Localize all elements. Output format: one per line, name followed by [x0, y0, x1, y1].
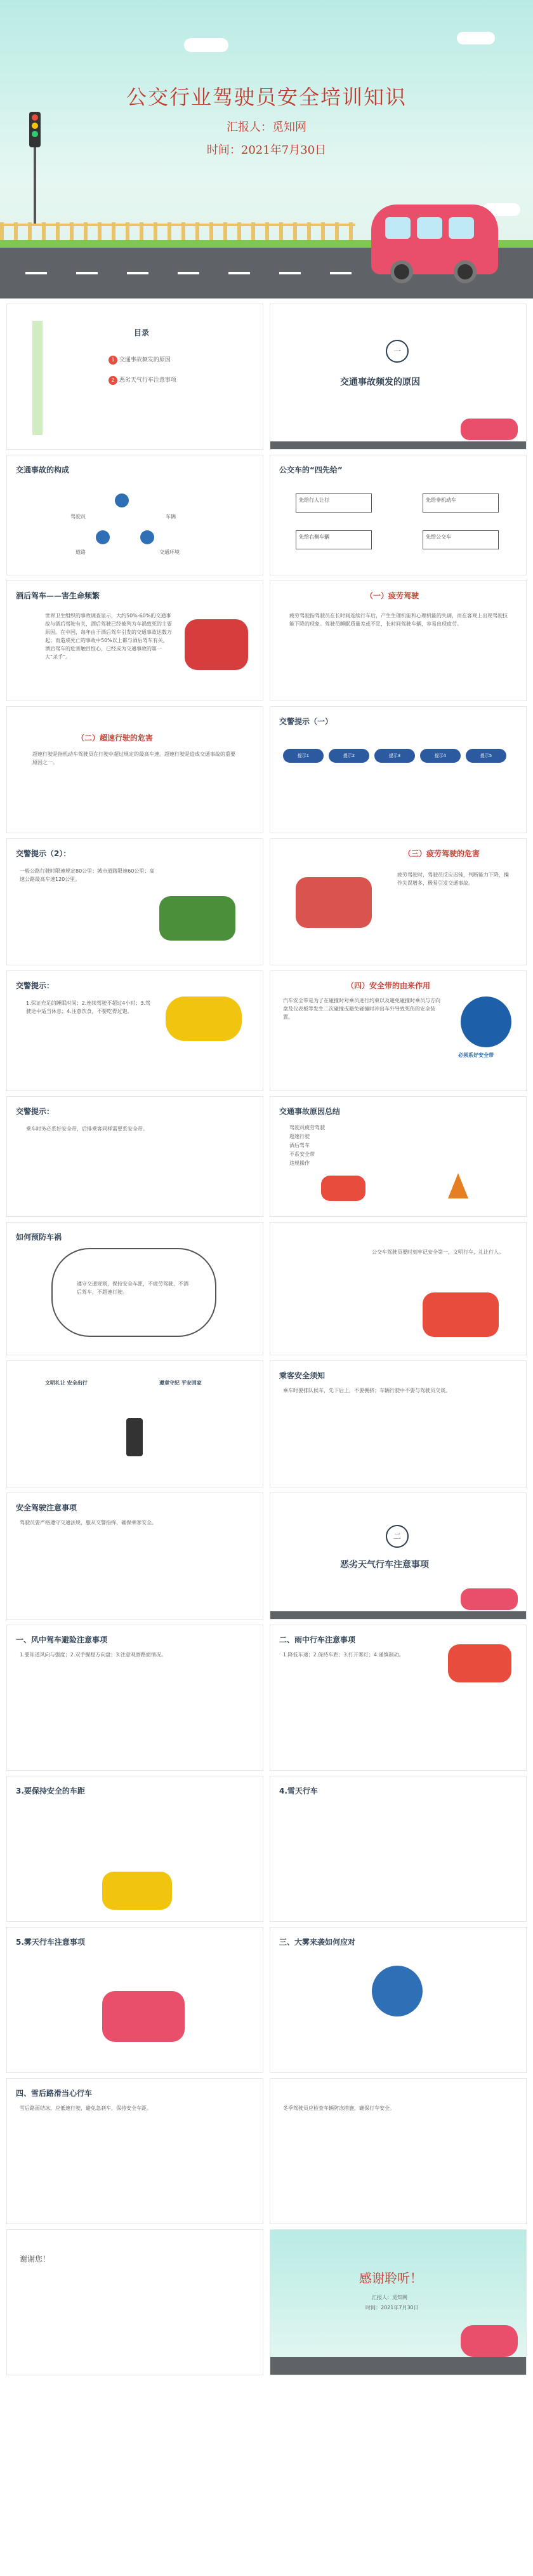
seatbelt-icon — [461, 996, 511, 1047]
final-time: 时间：2021年7月30日 — [365, 2305, 419, 2311]
slide-title: 交通事故原因总结 — [279, 1107, 341, 1116]
slide-text: 乘车时务必系好安全带，后排乘客同样需要系安全带。 — [26, 1126, 148, 1132]
section-number: 二 — [386, 1525, 409, 1548]
cover-slide — [0, 0, 533, 299]
slide-title: 如何预防车祸 — [16, 1233, 62, 1242]
slide-title: 交警提示： — [16, 1107, 55, 1116]
slide-text: 疲劳驾驶指驾驶员在长时间连续行车后，产生生理机能和心理机能的失调，而在客观上出现驾驶技能下降的现象。驾驶员睡眠质量差或不足，长时间驾驶车辆，容易出现疲劳。 — [289, 613, 508, 627]
slide-title: 乘客安全须知 — [279, 1371, 326, 1380]
slide-text: 超速行驶是指机动车驾驶员在行驶中超过规定的最高车速。超速行驶是造成交通事故的重要原因之一。 — [32, 751, 235, 765]
prevent-slide — [6, 1222, 263, 1355]
fog-slide — [6, 1927, 263, 2073]
snow-slide — [270, 1776, 527, 1922]
car-crash-icon — [423, 1292, 499, 1337]
summary-slide: 交通事故原因总结 驾驶员疲劳驾驶 超速行驶 酒后驾车 不系安全带 违规操作 — [270, 1096, 527, 1217]
tip2-slide — [6, 838, 263, 965]
slide-title: 交警提示（2）： — [16, 849, 71, 858]
node-icon — [140, 530, 154, 544]
slide-title: 5.雾天行车注意事项 — [16, 1938, 85, 1947]
slide-text: 1.保证充足的睡眠时间；2.连续驾驶不超过4小时；3.驾驶途中适当休息；4.注意饮食，不要吃得过饱。 — [26, 1000, 150, 1014]
safety-diagram-icon — [372, 1966, 423, 2016]
bullet-icon: 2 — [109, 376, 117, 385]
slide-title: 3.要保持安全的车距 — [16, 1787, 85, 1795]
slide-title: 公交车的“四先给” — [279, 466, 343, 474]
tip1-slide: 交警提示（一） 提示1 提示2 提示3 提示4 提示5 — [270, 706, 527, 833]
slide-text: 汽车安全带是为了在碰撞时对乘员进行约束以及避免碰撞时乘员与方向盘及仪表板等发生二次碰撞或避免碰撞时冲出车外导致死伤的安全装置。 — [283, 998, 440, 1020]
slide-title: 四、雪后路滑当心行车 — [16, 2089, 93, 2098]
slide-text: 雪后路面结冰，应低速行驶，避免急刹车，保持安全车距。 — [20, 2105, 152, 2111]
fatigue-slide — [270, 580, 527, 701]
cloud-decoration — [457, 32, 495, 44]
slide-text: 遵守交通规则，保持安全车距，不疲劳驾驶，不酒后驾车，不超速行驶。 — [77, 1281, 188, 1295]
slide-title: 二、雨中行车注意事项 — [279, 1635, 356, 1644]
slide-title: 4.雪天行车 — [279, 1787, 318, 1795]
slide-text: 疲劳驾驶时，驾驶员反应迟钝，判断能力下降，操作失误增多，极易引发交通事故。 — [397, 872, 509, 886]
slide-title: 交警提示（一） — [279, 717, 333, 726]
slide-title: 一、风中驾车避险注意事项 — [16, 1635, 108, 1644]
fatigue-danger-slide — [270, 838, 527, 965]
drunk-driving-slide — [6, 580, 263, 701]
two-column-slide: 文明礼让 安全出行 遵章守纪 平安回家 — [6, 1360, 263, 1487]
section-title: 恶劣天气行车注意事项 — [340, 1560, 429, 1570]
cover-reporter: 汇报人：觅知网 — [227, 121, 306, 134]
slide-text: 乘车时要排队候车，先下后上，不要拥挤；车辆行驶中不要与驾驶员交谈。 — [283, 1388, 451, 1393]
car-icon — [185, 619, 248, 670]
tip3-slide — [6, 970, 263, 1091]
traffic-structure-slide: 交通事故的构成 驾驶员 车辆 道路 交通环境 — [6, 455, 263, 575]
slide-text: 1.要知道风向与强度；2.双手握稳方向盘；3.注意观察路面情况。 — [20, 1652, 166, 1658]
slide-title: （四）安全带的由来作用 — [346, 981, 431, 990]
toc-slide — [6, 304, 263, 450]
bus-icon — [461, 419, 518, 440]
node-icon — [115, 493, 129, 507]
car-icon — [448, 1644, 511, 1682]
slide-title: 三、大雾来袭如何应对 — [279, 1938, 356, 1947]
note-slide — [6, 1493, 263, 1620]
seatbelt-slide — [270, 970, 527, 1091]
slide-title: 酒后驾车——害生命频繁 — [16, 591, 100, 600]
four-first-slide: 公交车的“四先给” 先给行人让行 先给非机动车 先给右侧车辆 先给公交车 — [270, 455, 527, 575]
final-title: 感谢聆听！ — [359, 2271, 423, 2286]
thanks-small-slide — [6, 2229, 263, 2375]
slide-title: 交警提示： — [16, 981, 55, 990]
slide-text: 1.降低车速；2.保持车距；3.打开雾灯；4.谨慎制动。 — [283, 1652, 404, 1658]
tip4-slide — [6, 1096, 263, 1217]
cloud-decoration — [184, 38, 228, 52]
node-icon — [96, 530, 110, 544]
scooter-icon — [321, 1176, 365, 1201]
rules-slide — [270, 1360, 527, 1487]
section-number: 一 — [386, 340, 409, 363]
toc-title: 目录 — [134, 328, 150, 337]
slide-text: 冬季驾驶员应检查车辆防冻措施，确保行车安全。 — [283, 2105, 395, 2111]
speeding-slide — [6, 706, 263, 833]
bus-icon — [461, 1588, 518, 1610]
seatbelt-badge: 必须系好安全带 — [458, 1052, 494, 1058]
car-icon — [102, 1872, 172, 1910]
slide-title: 交通事故的构成 — [16, 466, 70, 474]
icy-road-slide — [6, 2078, 263, 2224]
slide-text: 世界卫生组织的事故调查显示，大约50%-60%的交通事故与酒后驾驶有关，酒后驾驶已经被列为车祸致死的主要原因。在中国，每年由于酒后驾车引发的交通事故达数万起；而造成死亡的事故中50%以上都与酒后驾车有关，酒后驾车的危害触目惊心，已经成为交通事故的第一大“杀手”。 — [45, 613, 172, 660]
rain-slide — [270, 1625, 527, 1771]
cover-title: 公交行业驾驶员安全培训知识 — [126, 85, 407, 109]
toc-item[interactable]: 1 交通事故频发的原因 — [109, 355, 171, 365]
slide-title: （三）疲劳驾驶的危害 — [404, 849, 480, 858]
section2-slide — [270, 1493, 527, 1620]
winter-slide — [270, 2078, 527, 2224]
slide-text: 公交车驾驶员要时刻牢记安全第一，文明行车，礼让行人。 — [372, 1249, 504, 1255]
traffic-light-icon — [126, 1418, 143, 1456]
bus-icon — [371, 205, 498, 274]
slide-title: （二）超速行驶的危害 — [77, 734, 154, 742]
car-crash-icon — [296, 877, 372, 928]
final-slide — [270, 2229, 527, 2375]
traffic-cone-icon — [448, 1173, 468, 1198]
slide-text: 驾驶员要严格遵守交通法规，服从交警指挥，确保乘客安全。 — [20, 1520, 157, 1526]
slide-title: （一）疲劳驾驶 — [365, 591, 419, 600]
cover-time: 时间：2021年7月30日 — [206, 144, 327, 157]
fog-response-slide — [270, 1927, 527, 2073]
bullet-icon: 1 — [109, 356, 117, 365]
story-slide — [270, 1222, 527, 1355]
car-icon — [166, 996, 242, 1041]
bus-icon — [461, 2325, 518, 2357]
car-accident-icon — [102, 1991, 185, 2042]
traffic-light-icon — [29, 112, 41, 147]
final-reporter: 汇报人：觅知网 — [372, 2295, 407, 2300]
slide-text: 一般公路行驶时限速规定80公里；城市道路限速60公里；高速公路最高车速120公里。 — [20, 868, 155, 882]
wind-slide — [6, 1625, 263, 1771]
car-crash-icon — [159, 896, 235, 941]
section1-slide — [270, 304, 527, 450]
section-title: 交通事故频发的原因 — [340, 377, 420, 387]
slide-text: 谢谢您！ — [20, 2255, 51, 2264]
toc-item[interactable]: 2 恶劣天气行车注意事项 — [109, 375, 176, 385]
distance-slide — [6, 1776, 263, 1922]
slide-title: 安全驾驶注意事项 — [16, 1503, 77, 1512]
